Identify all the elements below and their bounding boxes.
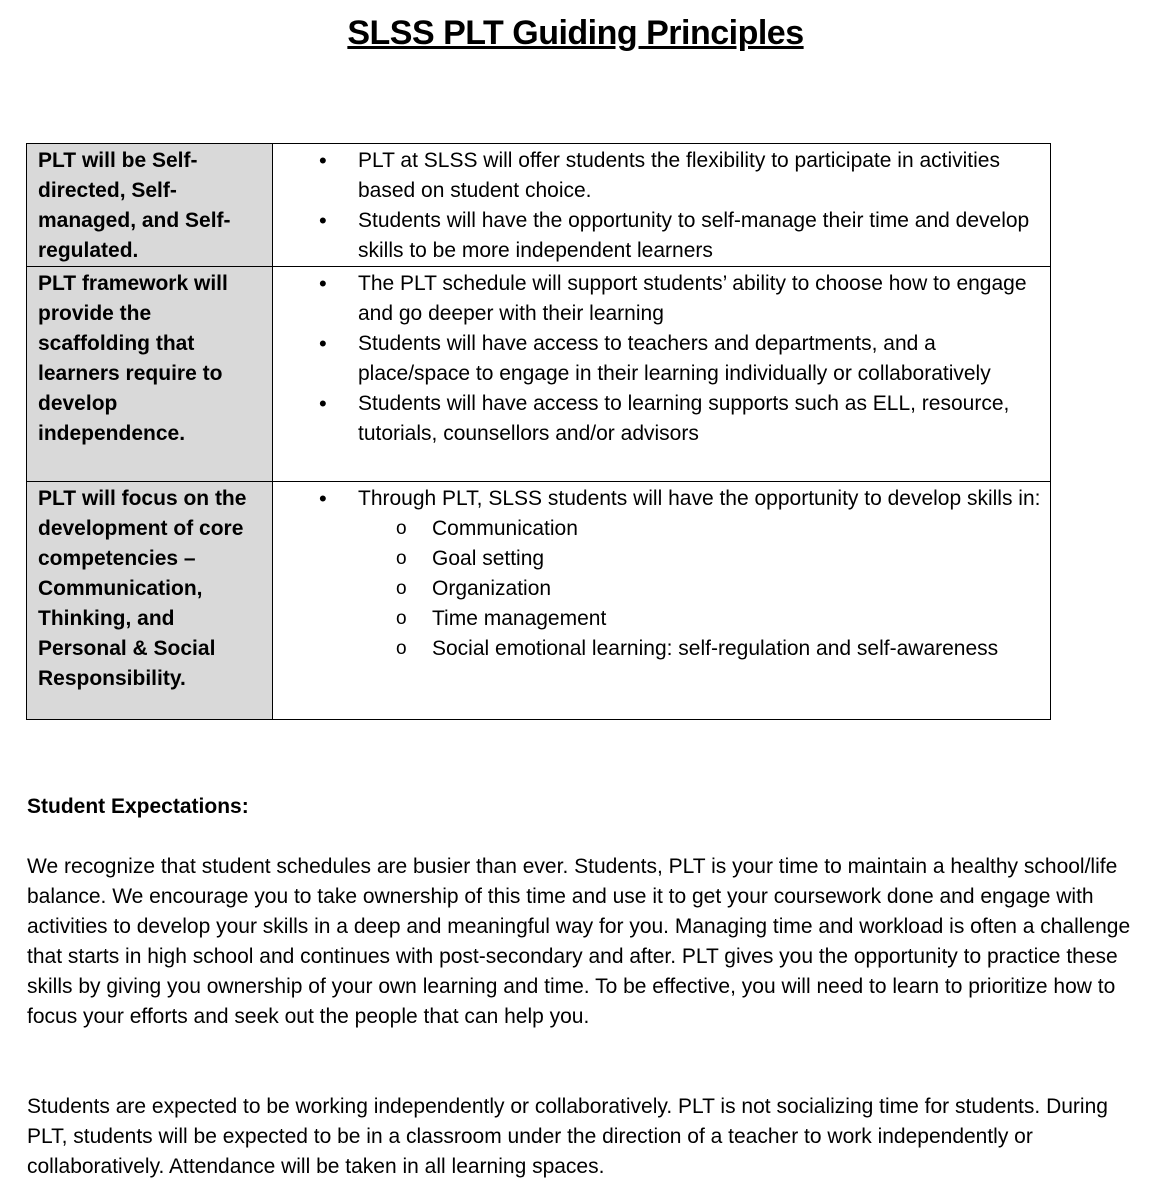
paragraph: Students are expected to be working independently or collaboratively. PLT is not socializing time for students. During PLT, students will be expected to be in a classroom under the direction of a teacher to work independently or collaboratively. Attendance will be taken in all learning spaces. [27, 1095, 1108, 1178]
sub-list-item: o Social emotional learning: self-regulation and self-awareness [273, 634, 1044, 664]
list-item: • Students will have access to teachers and departments, and a place/space to engage in their learning individually or collaboratively [273, 329, 1044, 389]
principles-table [26, 143, 1051, 720]
paragraph: We recognize that student schedules are busier than ever. Students, PLT is your time to maintain a healthy school/life balance. We encourage you to take ownership of this time and use it to get your coursework done and engage with activities to develop your skills in a deep and meaningful way for you. Managing time and workload is often a challenge that starts in high school and continues with post-secondary and after. PLT gives you the opportunity to practice these skills by giving you ownership of your own learning and time. To be effective, you will need to learn to prioritize how to focus your efforts and seek out the people that can help you. [27, 855, 1131, 1028]
sub-list-item: o Communication [273, 514, 1044, 544]
sub-list [358, 514, 1044, 664]
table-row [27, 482, 1051, 720]
bullet-list [273, 146, 1044, 266]
sub-list-item: o Time management [273, 604, 1044, 634]
principle-details [273, 144, 1051, 267]
list-item: • The PLT schedule will support students’ ability to choose how to engage and go deeper with their learning [273, 269, 1044, 329]
table-row [27, 144, 1051, 267]
list-item: • Students will have access to learning supports such as ELL, resource, tutorials, counsellors and/or advisors [273, 389, 1044, 449]
list-item: • PLT at SLSS will offer students the flexibility to participate in activities based on student choice. [273, 146, 1044, 206]
list-item: • Students will have the opportunity to self-manage their time and develop skills to be more independent learners [273, 206, 1044, 266]
list-item-text: Through PLT, SLSS students will have the opportunity to develop skills in: [358, 487, 1041, 510]
principle-label: PLT framework will provide the scaffolding that learners require to develop independence. [27, 267, 273, 482]
principle-label: PLT will be Self-directed, Self-managed, and Self-regulated. [27, 144, 273, 267]
principle-label: PLT will focus on the development of core competencies – Communication, Thinking, and Personal & Social Responsibility. [27, 482, 273, 720]
table-row [27, 267, 1051, 482]
principle-details [273, 482, 1051, 720]
page-title: SLSS PLT Guiding Principles [347, 14, 804, 52]
sub-list-item: o Organization [273, 574, 1044, 604]
principle-details [273, 267, 1051, 482]
list-item [273, 484, 1044, 664]
bullet-list [273, 269, 1044, 449]
bullet-list [273, 484, 1044, 664]
sub-list-item: o Goal setting [273, 544, 1044, 574]
section-heading: Student Expectations: [27, 795, 249, 818]
